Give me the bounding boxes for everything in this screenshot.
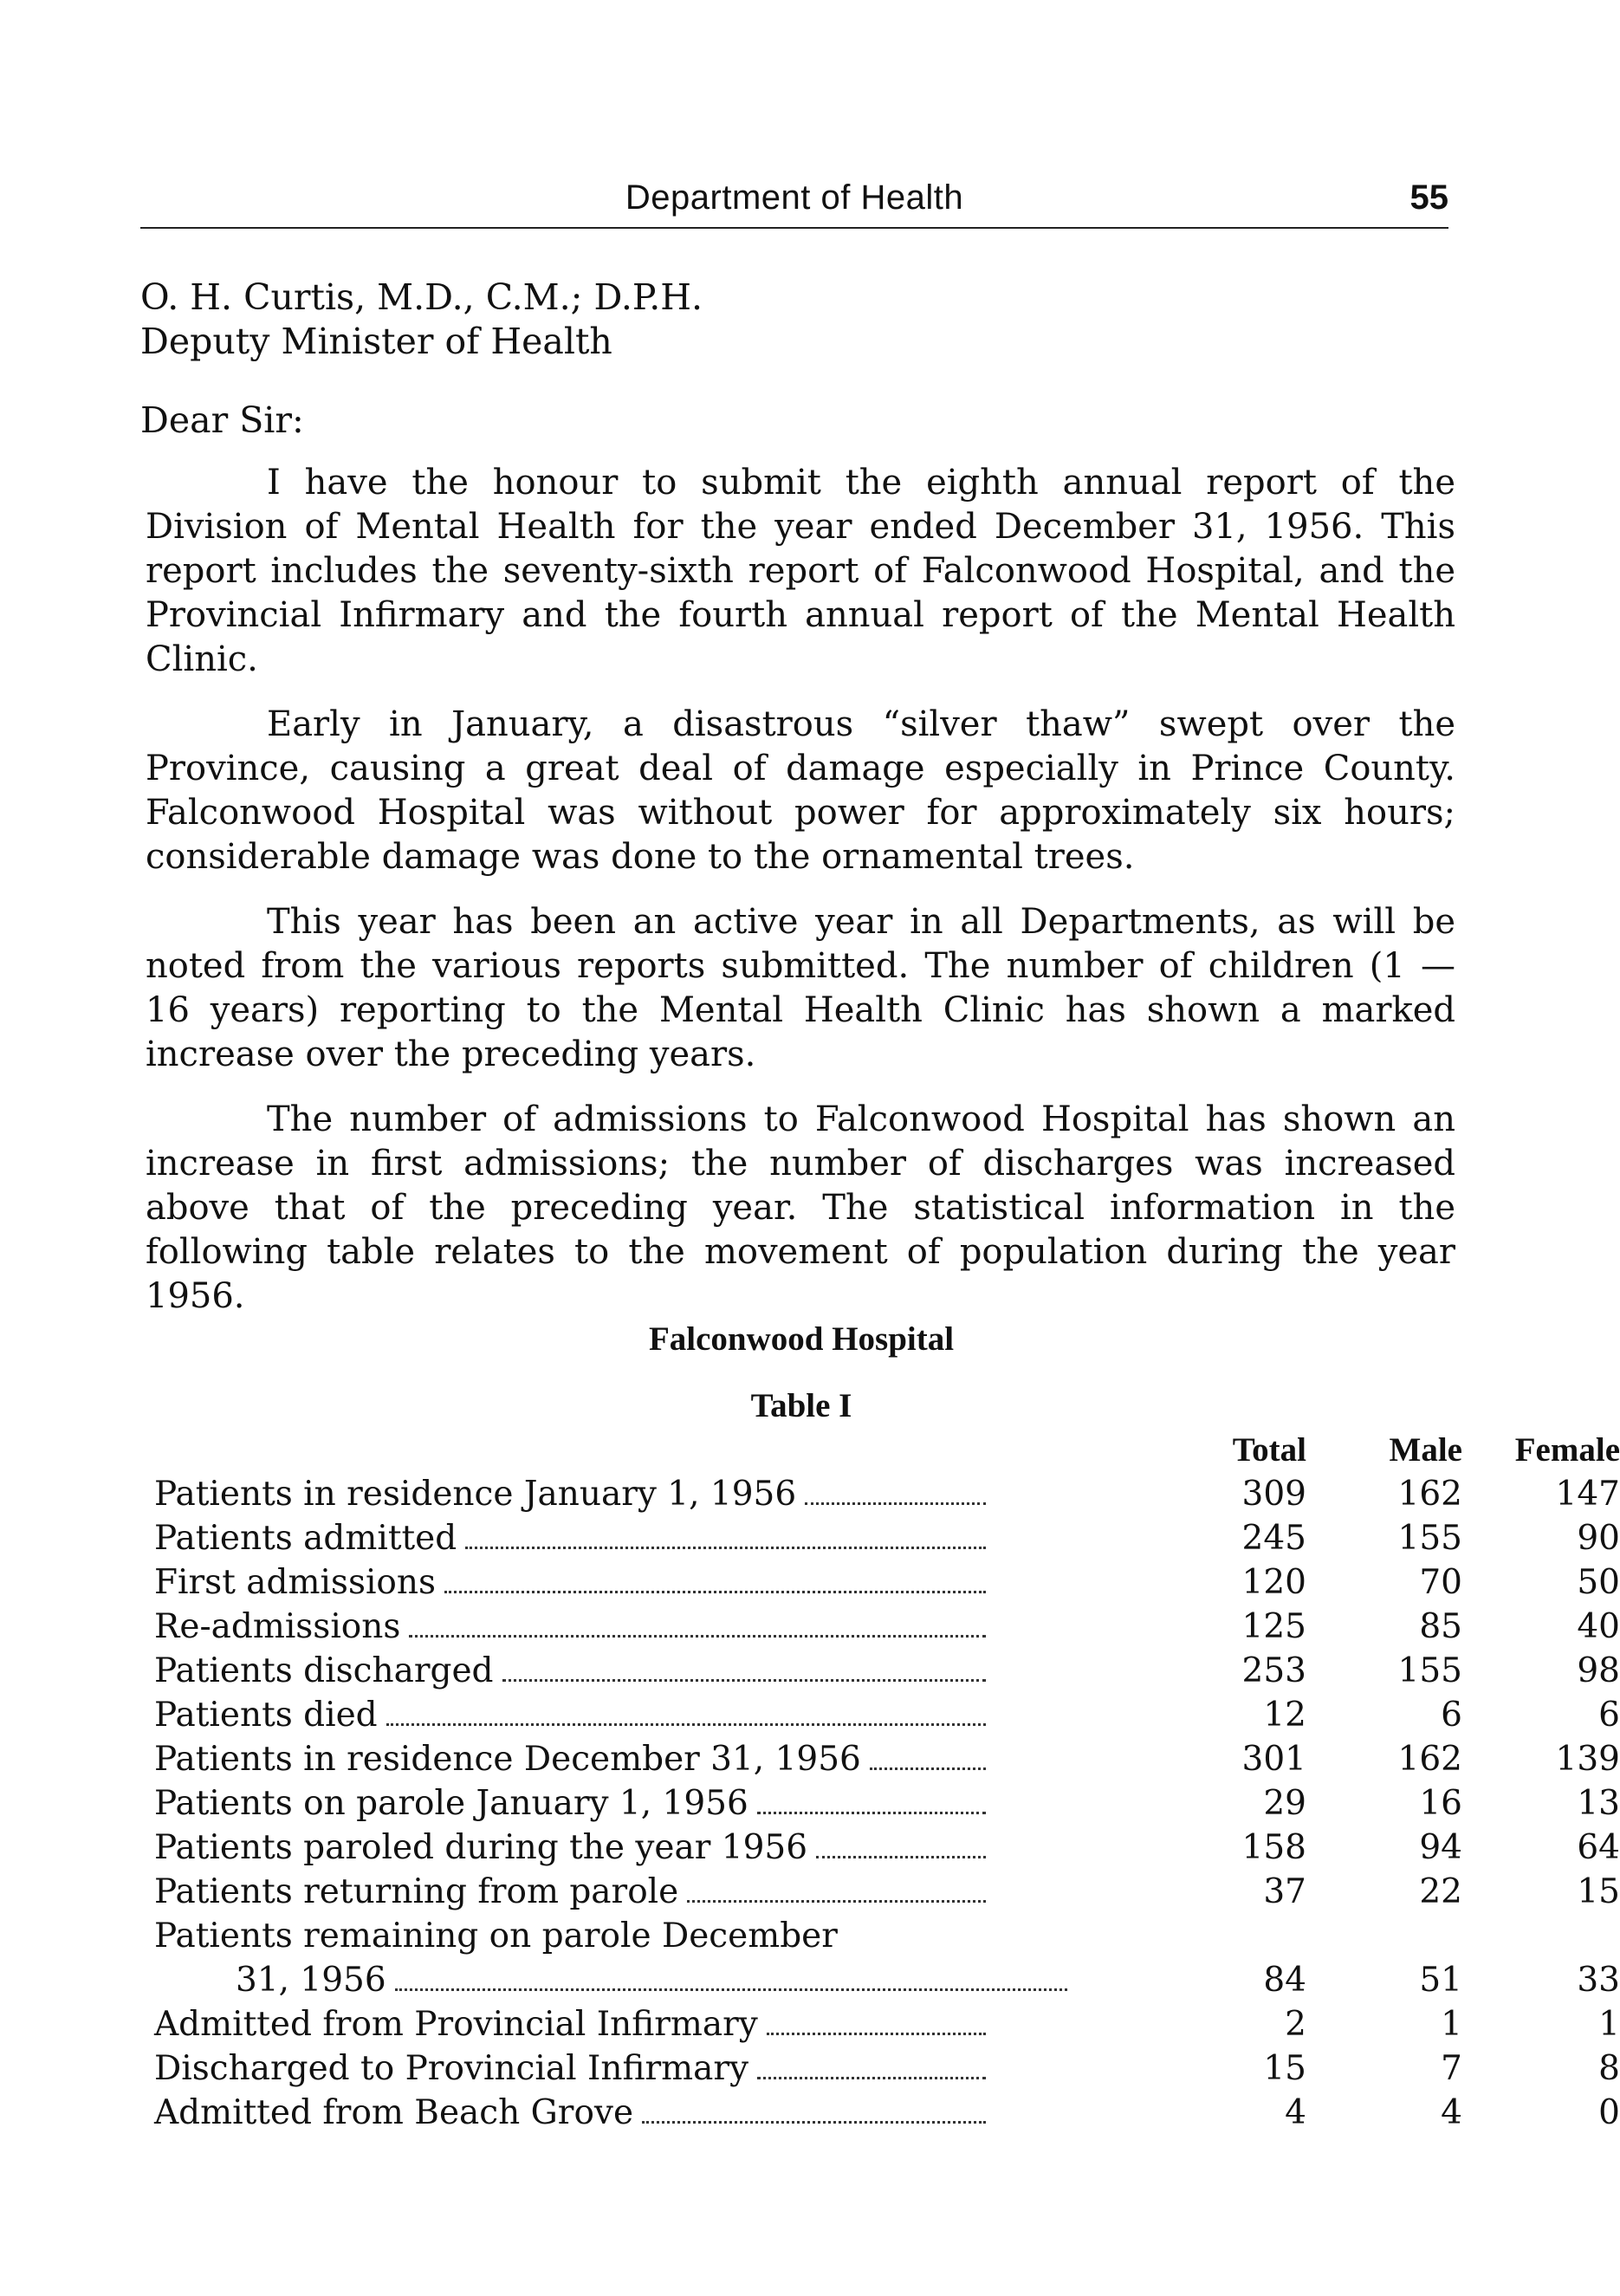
row-label: Re-admissions [154,1607,401,1646]
table-subtitle: Table I [750,1387,852,1424]
table-row [154,1560,1620,1605]
dot-leader [816,1830,986,1858]
row-label: Admitted from Provincial Infirmary [154,2005,758,2044]
cell-female: 1 [1598,2005,1620,2044]
column-header-female: Female [1514,1431,1620,1469]
table-row-label-line [154,1914,1471,1958]
table-row [154,1649,1620,1693]
cell-male: 7 [1441,2049,1462,2088]
cell-female: 6 [1598,1696,1620,1735]
table-row [154,1605,1620,1649]
dot-leader [386,1697,986,1726]
cell-female: 98 [1577,1651,1620,1690]
cell-male: 94 [1419,1828,1462,1867]
row-label: Patients paroled during the year 1956 [154,1828,808,1867]
dot-leader [409,1609,986,1638]
row-label: Patients died [154,1696,378,1735]
cell-total: 15 [1263,2049,1306,2088]
cell-total: 2 [1285,2005,1306,2044]
table-title: Falconwood Hospital [648,1320,955,1358]
table-row [154,2091,1620,2135]
cell-female: 64 [1577,1828,1620,1867]
cell-total: 125 [1241,1607,1306,1646]
cell-female: 0 [1598,2093,1620,2132]
cell-female: 8 [1598,2049,1620,2088]
paragraph: I have the honour to submit the eighth annual report of the Division of Mental Health for the year ended December 31, 1956. This report includes the seventy-sixth report of Falconwood Hospital, and the Provincial Infirmary and the fourth annual report of the Mental Health Clinic. [146,463,1455,679]
cell-male: 1 [1441,2005,1462,2044]
salutation: Dear Sir: [140,399,304,441]
cell-total: 29 [1263,1784,1306,1823]
dot-leader [805,1476,986,1505]
table-row [154,1870,1620,1914]
running-header [140,172,1448,229]
cell-male: 70 [1419,1563,1462,1602]
recipient-name: O. H. Curtis, M.D., C.M.; D.P.H. [140,276,703,318]
table-row [154,1737,1620,1781]
cell-total: 37 [1263,1872,1306,1911]
cell-female: 50 [1577,1563,1620,1602]
row-label: Discharged to Provincial Infirmary [154,2049,749,2088]
column-header-total: Total [1232,1431,1306,1469]
dot-leader [870,1741,986,1770]
row-label: Patients in residence December 31, 1956 [154,1740,861,1779]
row-label: Patients admitted [154,1519,457,1558]
table-row [154,1472,1620,1516]
cell-female: 13 [1577,1784,1620,1823]
table-row [154,2046,1620,2091]
cell-total: 158 [1241,1828,1306,1867]
cell-male: 4 [1441,2093,1462,2132]
recipient-address [140,276,703,364]
cell-male: 155 [1397,1519,1462,1558]
cell-total: 245 [1241,1519,1306,1558]
dot-leader [502,1653,987,1682]
dot-leader [687,1874,986,1903]
row-label: First admissions [154,1563,437,1602]
cell-female: 40 [1577,1607,1620,1646]
row-label: Admitted from Beach Grove [154,2093,634,2132]
cell-total: 309 [1241,1475,1306,1514]
cell-male: 162 [1397,1475,1462,1514]
cell-female: 33 [1577,1961,1620,2000]
dot-leader [444,1565,986,1593]
table-header-row [154,1428,1620,1472]
row-label: Patients in residence January 1, 1956 [154,1475,797,1514]
table-row [154,1516,1620,1560]
cell-total: 301 [1241,1740,1306,1779]
table-row [154,1826,1620,1870]
statistics-table [154,1428,1620,2135]
cell-total: 84 [1263,1961,1306,2000]
row-label: Patients on parole January 1, 1956 [154,1784,748,1823]
cell-total: 253 [1241,1651,1306,1690]
row-label: Patients discharged [154,1651,494,1690]
table-row [154,1693,1620,1737]
cell-male: 155 [1397,1651,1462,1690]
cell-total: 12 [1263,1696,1306,1735]
cell-female: 139 [1555,1740,1620,1779]
table-row [154,1958,1620,2002]
cell-total: 4 [1285,2093,1306,2132]
cell-male: 162 [1397,1740,1462,1779]
row-label: Patients remaining on parole December [154,1917,838,1955]
running-title: Department of Health [625,178,964,217]
table-row [154,2002,1620,2046]
cell-male: 6 [1441,1696,1462,1735]
cell-male: 16 [1419,1784,1462,1823]
dot-leader [642,2095,986,2124]
dot-leader [395,1962,1067,1991]
paragraph: This year has been an active year in all Departments, as will be noted from the various reports submitted. The number of children (1 — 16 years) reporting to the Mental Health Clinic has shown a marked increase over the preceding years. [146,902,1455,1074]
recipient-position: Deputy Minister of Health [140,321,612,362]
dot-leader [767,2007,986,2035]
dot-leader [757,1786,986,1814]
cell-female: 90 [1577,1519,1620,1558]
cell-male: 85 [1419,1607,1462,1646]
cell-male: 51 [1419,1961,1462,2000]
page-number: 55 [1409,178,1448,217]
table-row [154,1781,1620,1826]
cell-female: 147 [1555,1475,1620,1514]
cell-male: 22 [1419,1872,1462,1911]
dot-leader [757,2051,986,2079]
cell-female: 15 [1577,1872,1620,1911]
paragraph: The number of admissions to Falconwood Hospital has shown an increase in first admissions; the number of discharges was increased above that of the preceding year. The statistical information in the following table relates to the movement of population during the year 1956. [146,1099,1455,1316]
letter-body [146,461,1455,1339]
paragraph: Early in January, a disastrous “silver thaw” swept over the Province, causing a great deal of damage especially in Prince County. Falconwood Hospital was without power for approximately six hours; considerable damage was done to the ornamental trees. [146,704,1455,877]
row-label-continuation: 31, 1956 [236,1961,386,2000]
dot-leader [465,1521,986,1549]
row-label: Patients returning from parole [154,1872,679,1911]
column-header-male: Male [1389,1431,1462,1469]
cell-total: 120 [1241,1563,1306,1602]
